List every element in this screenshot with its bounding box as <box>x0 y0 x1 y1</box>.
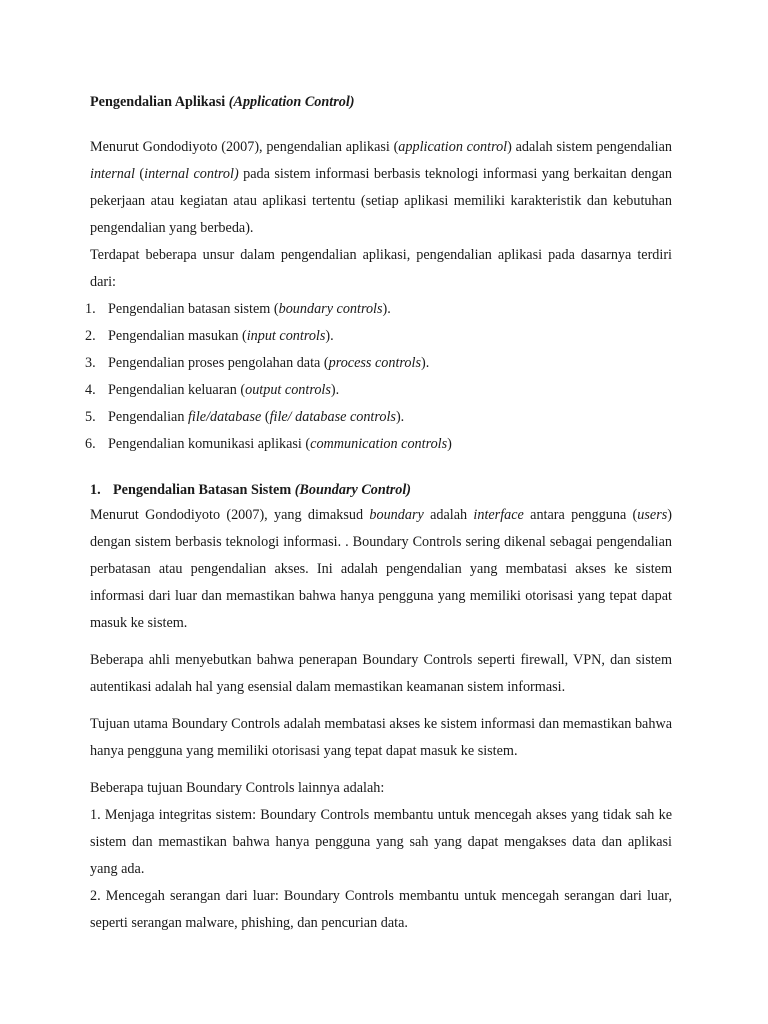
heading-plain-text: Pengendalian Batasan Sistem <box>113 482 295 498</box>
heading-italic-text: (Application Control) <box>228 94 355 110</box>
text-run: ). <box>420 355 430 371</box>
list-item-text <box>108 328 334 344</box>
italic-run: interface <box>473 507 524 523</box>
section-heading-boundary-control <box>90 478 672 502</box>
text-run: antara pengguna ( <box>523 507 638 523</box>
list-number: 1. <box>85 301 96 317</box>
controls-list <box>85 296 672 458</box>
text-run: ). <box>395 409 405 425</box>
list-item-text <box>108 436 452 452</box>
list-number: 6. <box>85 436 96 452</box>
list-item <box>85 323 672 350</box>
text-run: adalah <box>423 507 474 523</box>
spacer <box>90 701 672 711</box>
document-body <box>85 90 672 937</box>
spacer <box>90 765 672 775</box>
italic-run: users <box>637 507 668 523</box>
goal-integrity-paragraph: 1. Menjaga integritas sistem: Boundary Controls membantu untuk mencegah akses yang tidak sah ke sistem dan memastikan bahwa hanya pengguna yang sah yang dapat mengakses data dan aplikasi yang ada. <box>90 807 672 877</box>
list-item <box>85 350 672 377</box>
text-run: Pengendalian batasan sistem ( <box>108 301 279 317</box>
text-run: ). <box>325 328 334 344</box>
experts-paragraph: Beberapa ahli menyebutkan bahwa penerapan Boundary Controls seperti firewall, VPN, dan sistem autentikasi adalah hal yang esensial dalam memastikan keamanan sistem informasi. <box>90 652 672 695</box>
intro-paragraph <box>90 134 672 242</box>
main-goal-paragraph: Tujuan utama Boundary Controls adalah membatasi akses ke sistem informasi dan memastikan bahwa hanya pengguna yang memiliki otorisasi yang tepat dapat masuk ke sistem. <box>90 716 672 759</box>
list-number: 2. <box>85 328 96 344</box>
spacer <box>90 114 672 134</box>
italic-run: internal control) <box>144 166 239 182</box>
list-item <box>85 404 672 431</box>
list-item <box>85 431 672 458</box>
italic-run: boundary <box>369 507 424 523</box>
list-item <box>85 296 672 323</box>
text-run: ). <box>330 382 340 398</box>
text-run: ( <box>261 409 270 425</box>
text-run: ( <box>134 166 145 182</box>
italic-run: boundary controls <box>278 301 383 317</box>
text-run: ) adalah sistem pengendalian <box>507 139 672 155</box>
list-item-text <box>108 382 339 398</box>
italic-run: communication controls <box>310 436 448 452</box>
heading-plain-text: Pengendalian Aplikasi <box>90 94 229 110</box>
text-run: Menurut Gondodiyoto (2007), yang dimaksud <box>90 507 370 523</box>
elements-paragraph: Terdapat beberapa unsur dalam pengendalian aplikasi, pengendalian aplikasi pada dasarnya terdiri dari: <box>90 247 672 290</box>
text-run: ) <box>447 436 452 452</box>
text-run: ) dengan sistem berbasis teknologi informasi. . Boundary Controls sering dikenal sebagai pengendalian perbatasan atau pengendalian akses. Ini adalah pengendalian yang membatasi akses ke sistem informasi dari luar dan memastikan bahwa hanya pengguna yang memiliki otorisasi yang tepat dapat masuk ke sistem. <box>90 507 672 631</box>
list-item-text <box>108 355 429 371</box>
italic-run: application control <box>398 139 508 155</box>
heading-italic-text: (Boundary Control) <box>294 482 411 498</box>
section-heading-application-control <box>90 90 672 114</box>
text-run: pada sistem informasi berbasis teknologi informasi yang berkaitan dengan pekerjaan atau kegiatan atau aplikasi tertentu (setiap aplikasi memiliki karakteristik dan kebutuhan pengendalian yang berbeda). <box>90 166 672 236</box>
italic-run: file/ database controls <box>269 409 396 425</box>
italic-run: process controls <box>328 355 421 371</box>
italic-run: file/database <box>187 409 262 425</box>
text-run: Menurut Gondodiyoto (2007), pengendalian aplikasi ( <box>90 139 399 155</box>
text-run: Pengendalian <box>108 409 188 425</box>
list-item <box>85 377 672 404</box>
spacer <box>90 458 672 478</box>
text-run: Pengendalian komunikasi aplikasi ( <box>108 436 311 452</box>
text-run: Pengendalian proses pengolahan data ( <box>108 355 329 371</box>
spacer <box>90 637 672 647</box>
italic-run: internal <box>90 166 135 182</box>
text-run: Pengendalian keluaran ( <box>108 382 246 398</box>
list-number: 5. <box>85 409 96 425</box>
goal-prevent-attacks-paragraph: 2. Mencegah serangan dari luar: Boundary Controls membantu untuk mencegah serangan dari luar, seperti serangan malware, phishing, dan pencurian data. <box>90 888 672 931</box>
list-item-text <box>108 409 404 425</box>
italic-run: output controls <box>245 382 331 398</box>
text-run: Pengendalian masukan ( <box>108 328 247 344</box>
boundary-definition-paragraph <box>90 502 672 637</box>
list-number: 3. <box>85 355 96 371</box>
text-run: ). <box>382 301 391 317</box>
list-item-text <box>108 301 391 317</box>
section-number: 1. <box>90 482 101 498</box>
list-number: 4. <box>85 382 96 398</box>
other-goals-intro: Beberapa tujuan Boundary Controls lainnya adalah: <box>90 780 385 796</box>
italic-run: input controls <box>246 328 326 344</box>
